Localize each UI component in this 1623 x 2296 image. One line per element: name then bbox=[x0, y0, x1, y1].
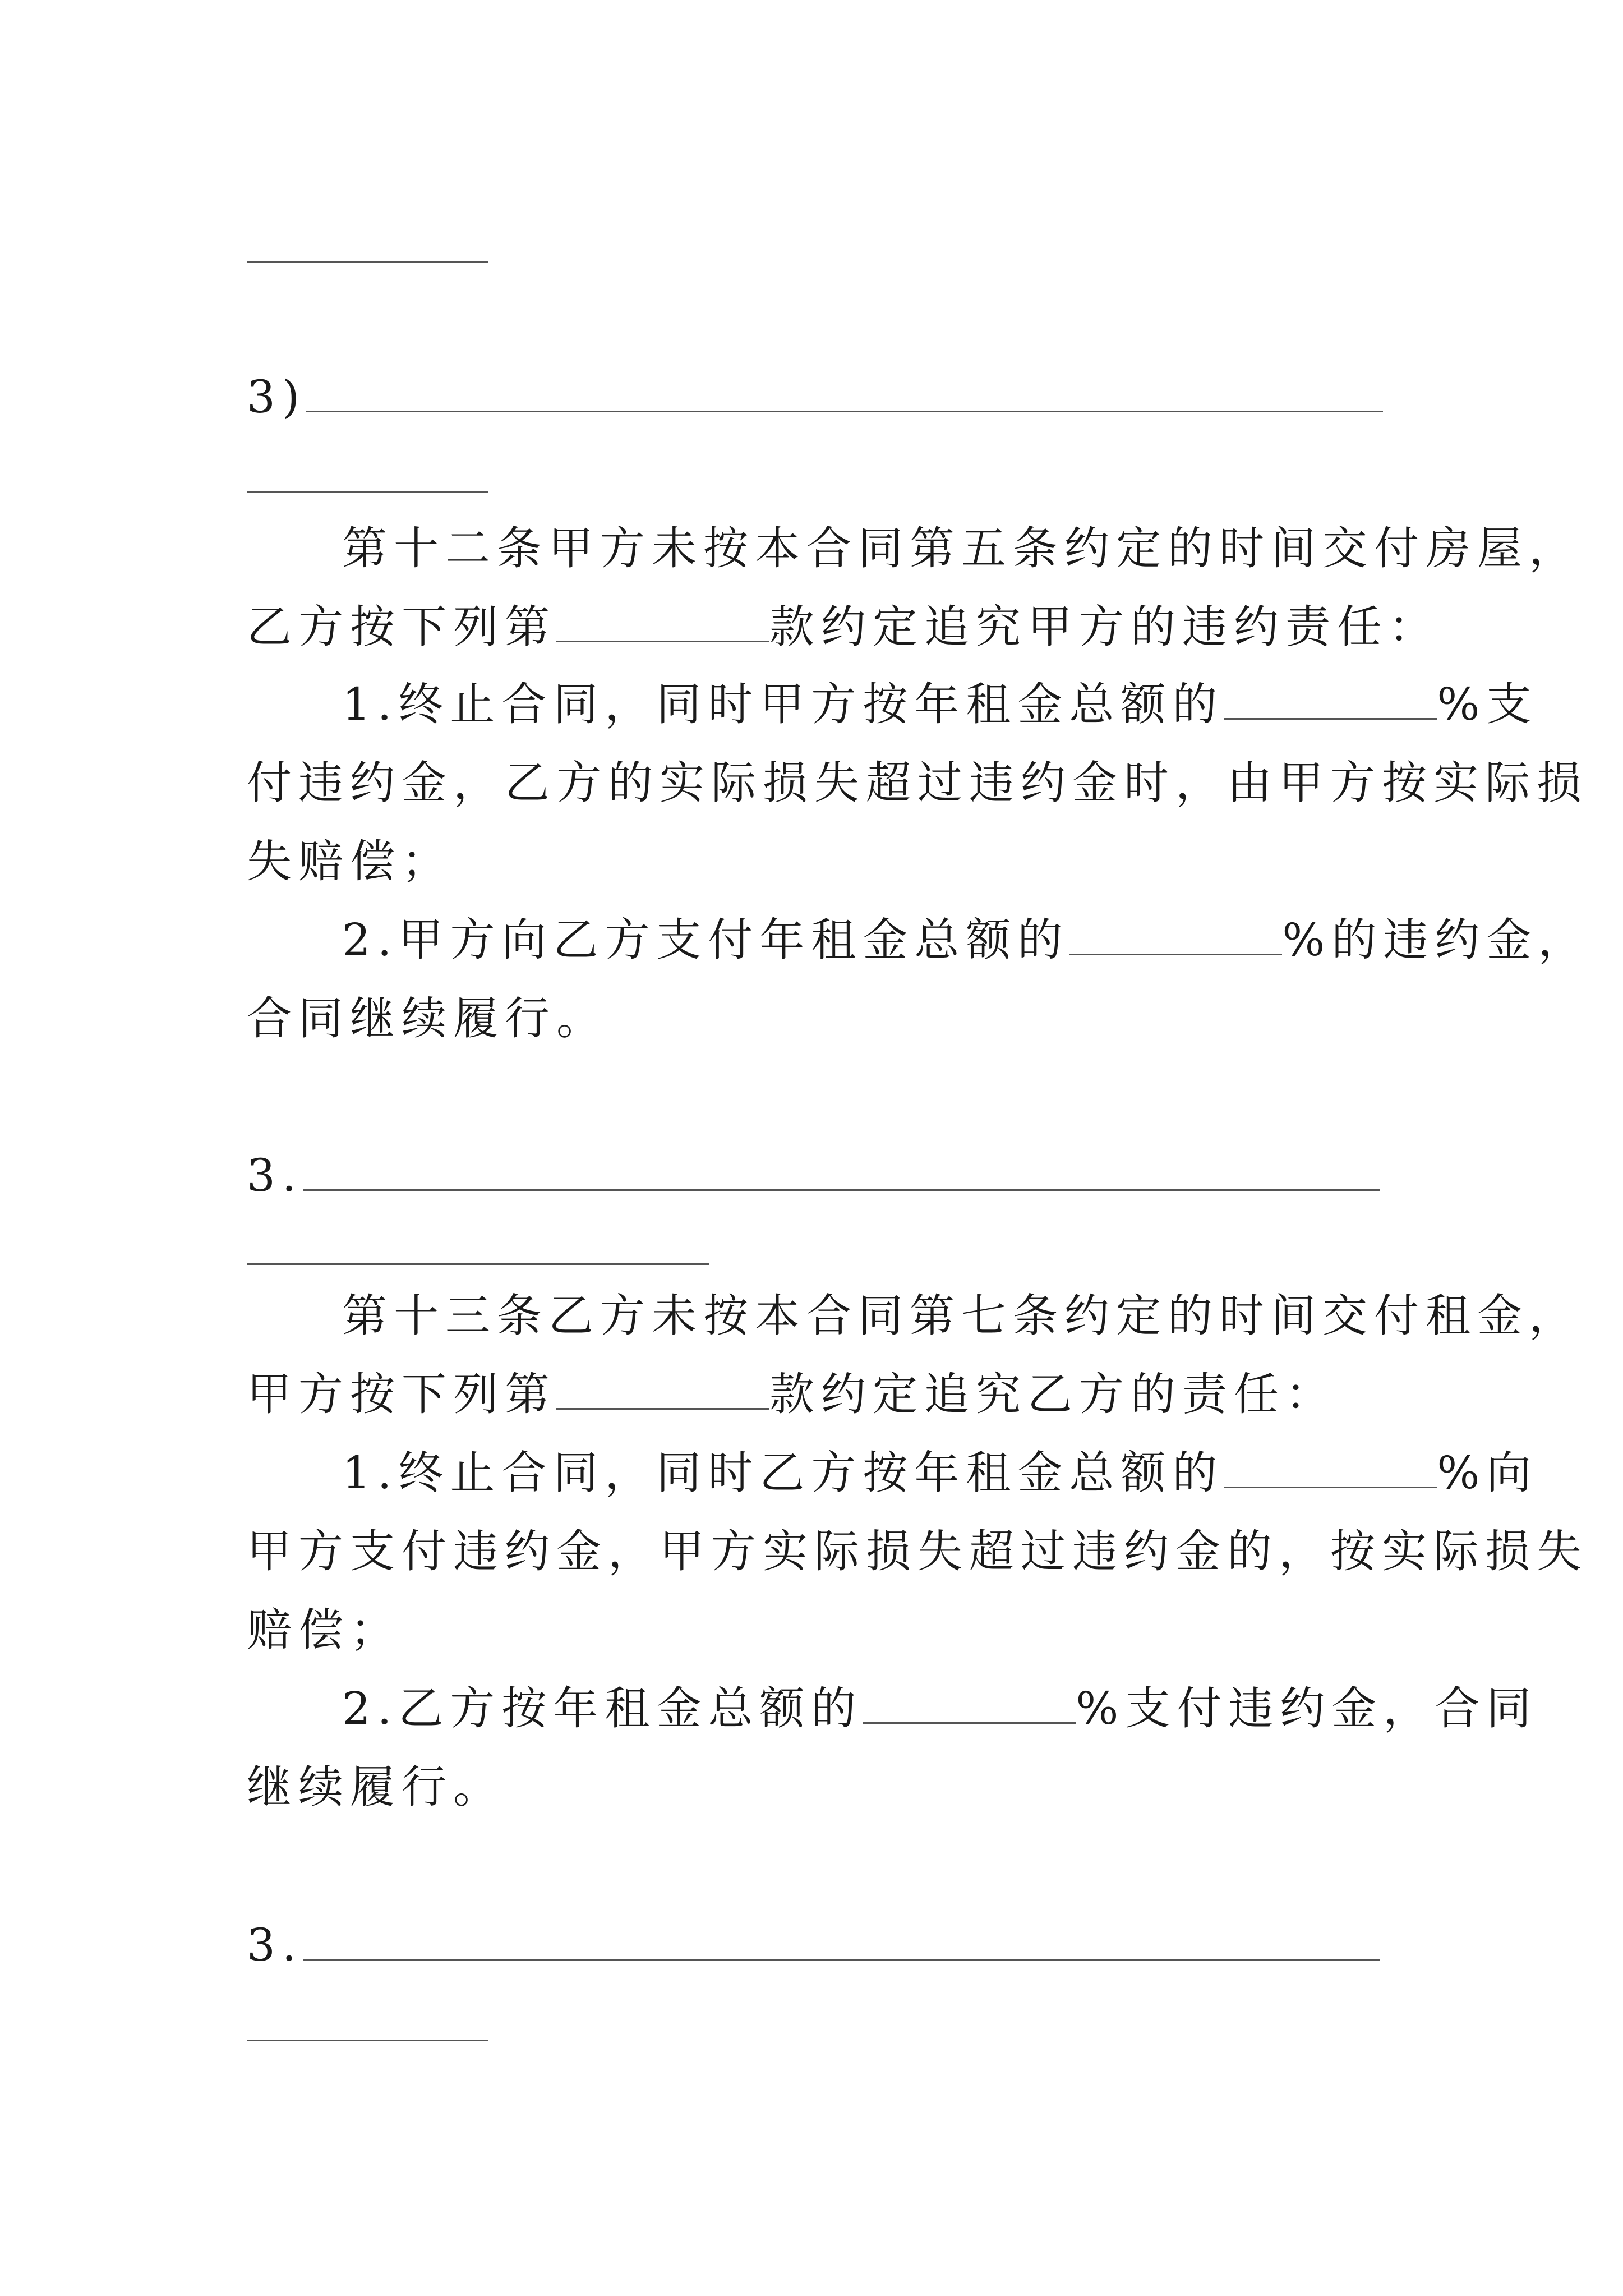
article-13-option-1: 1.终止合同，同时乙方按年租金总额的 %向 bbox=[342, 1447, 1538, 1499]
article-13-option-2-cont: 继续履行。 bbox=[247, 1761, 505, 1813]
item-3-label: 3) bbox=[247, 371, 307, 423]
fill-line bbox=[247, 261, 488, 263]
fill-line bbox=[247, 491, 488, 493]
article-13-option-1-cont: 甲方支付违约金，甲方实际损失超过违约金的，按实际损失 bbox=[247, 1525, 1588, 1577]
fill-blank bbox=[303, 1156, 1380, 1191]
article-13-intro: 第十三条乙方未按本合同第七条约定的时间交付租金， bbox=[342, 1290, 1580, 1342]
fill-line bbox=[247, 2040, 488, 2041]
clause-number-blank bbox=[556, 1374, 769, 1410]
fill-blank bbox=[303, 1925, 1380, 1961]
clause-number-blank bbox=[556, 607, 769, 642]
article-12-option-3: 3. bbox=[247, 1142, 1391, 1209]
fill-line bbox=[247, 1263, 709, 1265]
percent-blank bbox=[863, 1688, 1076, 1724]
item-3-line bbox=[247, 364, 1391, 431]
article-13-option-3: 3. bbox=[247, 1912, 1391, 1979]
article-12-option-1: 1.终止合同，同时甲方按年租金总额的 %支 bbox=[342, 678, 1538, 730]
article-12-option-1-cont: 失赔偿； bbox=[247, 835, 453, 887]
article-12-option-2: 2.甲方向乙方支付年租金总额的 %的违约金， bbox=[342, 914, 1590, 966]
article-13-option-2: 2.乙方按年租金总额的 %支付违约金，合同 bbox=[342, 1682, 1538, 1734]
percent-blank bbox=[1224, 1453, 1437, 1488]
percent-blank bbox=[1069, 920, 1282, 955]
fill-blank bbox=[306, 377, 1383, 412]
article-12-intro: 第十二条甲方未按本合同第五条约定的时间交付房屋， bbox=[342, 522, 1580, 574]
article-12-option-2-cont: 合同继续履行。 bbox=[247, 992, 608, 1045]
percent-blank bbox=[1224, 684, 1437, 720]
article-13-intro-cont: 甲方按下列第 款约定追究乙方的责任： bbox=[247, 1368, 1337, 1420]
article-12-intro-cont: 乙方按下列第 款约定追究甲方的违约责任： bbox=[247, 601, 1440, 653]
article-12-option-1-cont: 付违约金，乙方的实际损失超过违约金时，由甲方按实际损 bbox=[247, 757, 1588, 809]
article-13-option-1-cont: 赔偿； bbox=[247, 1604, 402, 1656]
